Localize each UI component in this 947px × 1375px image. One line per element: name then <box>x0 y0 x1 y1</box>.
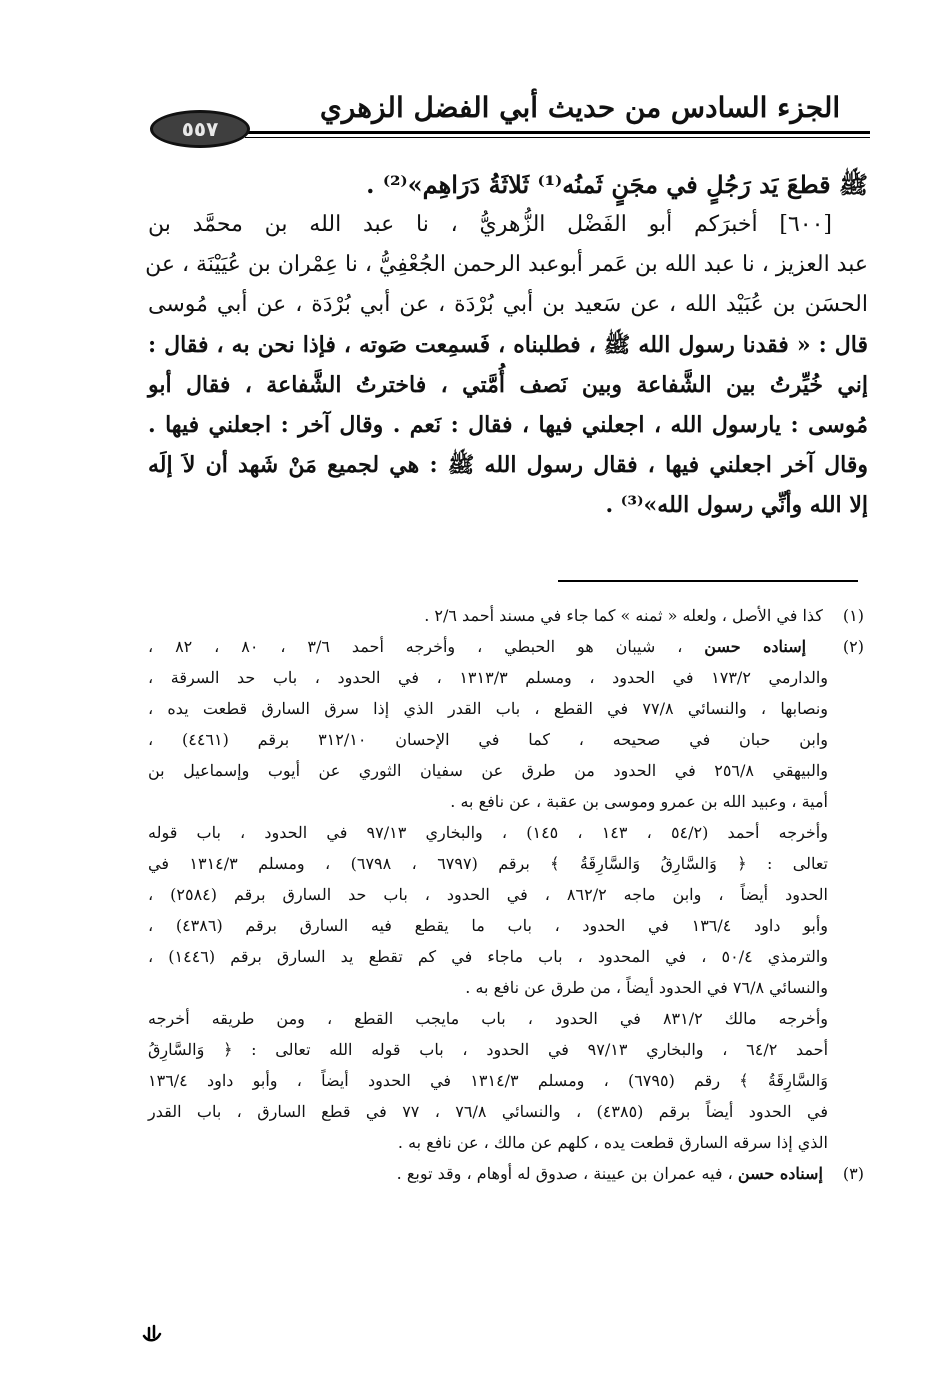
footnote-text: كذا في الأصل ، ولعله « ثمنه » كما جاء في مسند أحمد ٢/٦ . <box>424 606 823 625</box>
footnote-text: تعالى : ﴿ وَالسَّارِقُ وَالسَّارِقَةُ ﴾ برقم (٦٧٩٧ ، ٦٧٩٨) ، ومسلم ١٣١٤/٣ في <box>148 854 829 873</box>
footnote-2 <box>148 631 864 662</box>
running-title: الجزء السادس من حديث أبي الفضل الزهري <box>319 91 841 124</box>
footnote-text: ، فيه عمران بن عيينة ، صدوق له أوهام ، وقد توبع . <box>396 1164 733 1183</box>
footnote-text: وأخرجه أحمد (٥٤/٢ ، ١٤٣ ، ١٤٥) ، والبخاري ٩٧/١٣ في الحدود ، باب قوله <box>148 823 828 842</box>
text-line: الحسَن بن عُبَيْد الله ، عن سَعيد بن أبي بُرْدَة ، عن أبي بُرْدَة ، عن أبي مُوسى <box>148 292 868 317</box>
page-number: ٥٥٧ <box>181 117 219 141</box>
footnote-marker: (٢) <box>842 637 865 656</box>
text-line: [٦٠٠] أخبرَكم أبو الفَضْل الزُّهريُّ ، نا عبد الله بن محمَّد بن <box>148 212 832 237</box>
footnote-lead: إسناده حسن <box>704 637 807 656</box>
footnote-text: الحدود أيضاً ، وابن ماجه ٨٦٢/٢ ، في الحدود ، باب حد السارق برقم (٢٥٨٤) ، <box>148 885 828 904</box>
footnote-marker: (١) <box>842 606 864 625</box>
text-line: عبد العزيز ، نا عبد الله بن عَمر أبوعبد الرحمن الجُعْفِيُّ ، نا عِمْران بن عُيَيْنَة ، عن <box>145 252 868 277</box>
text-line: إني خُيِّرتُ بين الشَّفاعة وبين نَصف أُمَّتي ، فاخترتُ الشَّفاعة ، فقال أبو <box>148 372 868 398</box>
footnote-text: وَالسَّارِقَةُ ﴾ رقم (٦٧٩٥) ، ومسلم ١٣١٤/٣ في الحدود أيضاً ، وأبو داود ١٣٦/٤ <box>148 1071 829 1090</box>
footnote-3 <box>148 1158 864 1189</box>
page-header <box>150 88 870 150</box>
corner-ornament-icon <box>140 1322 164 1346</box>
footnote-text: والبيهقي ٢٥٦/٨ في الحدود من طرق عن سفيان الثوري عن أيوب وإسماعيل بن <box>148 761 829 780</box>
footnote-text: وأخرجه مالك ٨٣١/٢ في الحدود ، باب مايجب القطع ، ومن طريقه أخرجه <box>148 1009 828 1028</box>
text-line: إلا الله وأنِّي رسول الله»⁽³⁾ . <box>605 492 868 518</box>
footnotes <box>148 600 864 1189</box>
footnote-text: والدارمي ١٧٣/٢ في الحدود ، ومسلم ١٣١٣/٣ ، في الحدود ، باب حد السرقة ، <box>148 668 829 687</box>
footnote-text: أحمد ٦٤/٢ ، والبخاري ٩٧/١٣ في الحدود ، باب قوله الله تعالى : ﴿ وَالسَّارِقُ <box>148 1040 829 1059</box>
footnote-text: والترمذي ٥٠/٤ ، في المحدود ، باب ماجاء في كم تقطع يد السارق برقم (١٤٤٦) ، <box>148 947 829 966</box>
footnote-text: ، شيبان هو الحبطي ، وأخرجه أحمد ٣/٦ ، ٨٠ ، ٨٢ ، <box>148 637 683 656</box>
text-line: مُوسى : يارسول الله ، اجعلني فيها ، فقال : نَعم . وقال آخر : اجعلني فيها . <box>148 412 868 438</box>
footnote-1 <box>148 600 864 631</box>
footnote-marker: (٣) <box>842 1164 864 1183</box>
text-line: قال : « فقدنا رسول الله ﷺ ، فطلبناه ، فَسمِعت صَوته ، فإذا نحن به ، فقال : <box>148 332 868 358</box>
footnote-text: والنسائي ٧٦/٨ في الحدود أيضاً ، من طرق عن نافع به . <box>465 978 828 997</box>
footnote-text: وأبو داود ١٣٦/٤ في الحدود ، باب ما يقطع فيه السارق برقم (٤٣٨٦) ، <box>148 916 829 935</box>
footnote-separator <box>558 580 858 582</box>
page-number-badge <box>150 110 250 148</box>
header-rule <box>245 131 870 134</box>
header-rule-thin <box>245 137 870 138</box>
footnote-text: ونصابها ، والنسائي ٧٧/٨ في القطع ، باب القدر الذي إذا سرق السارق قطعت يده ، <box>148 699 828 718</box>
text-line: وقال آخر اجعلني فيها ، فقال رسول الله ﷺ : هي لجميع مَنْ شَهد أن لاَ إلَه <box>148 452 868 478</box>
main-text <box>145 165 868 525</box>
text-line: ﷺ قطعَ يَد رَجُلٍ في مجَنٍ ثَمنُه⁽¹⁾ ثَلاثَةُ دَرَاهِم»⁽²⁾ . <box>366 170 868 199</box>
footnote-lead: إسناده حسن <box>737 1164 823 1183</box>
footnote-text: الذي إذا سرقه السارق قطعت يده ، كلهم عن مالك ، عن نافع به . <box>397 1133 828 1152</box>
footnote-text: في الحدود أيضاً برقم (٤٣٨٥) ، والنسائي ٧٦/٨ ، ٧٧ في قطع السارق ، باب القدر <box>148 1102 828 1121</box>
footnote-text: أمية ، وعبيد الله بن عمرو وموسى بن عقبة ، عن نافع به . <box>450 792 828 811</box>
footnote-text: وابن حبان في صحيحه ، كما في الإحسان ٣١٢/١٠ برقم (٤٤٦١) ، <box>148 730 829 749</box>
